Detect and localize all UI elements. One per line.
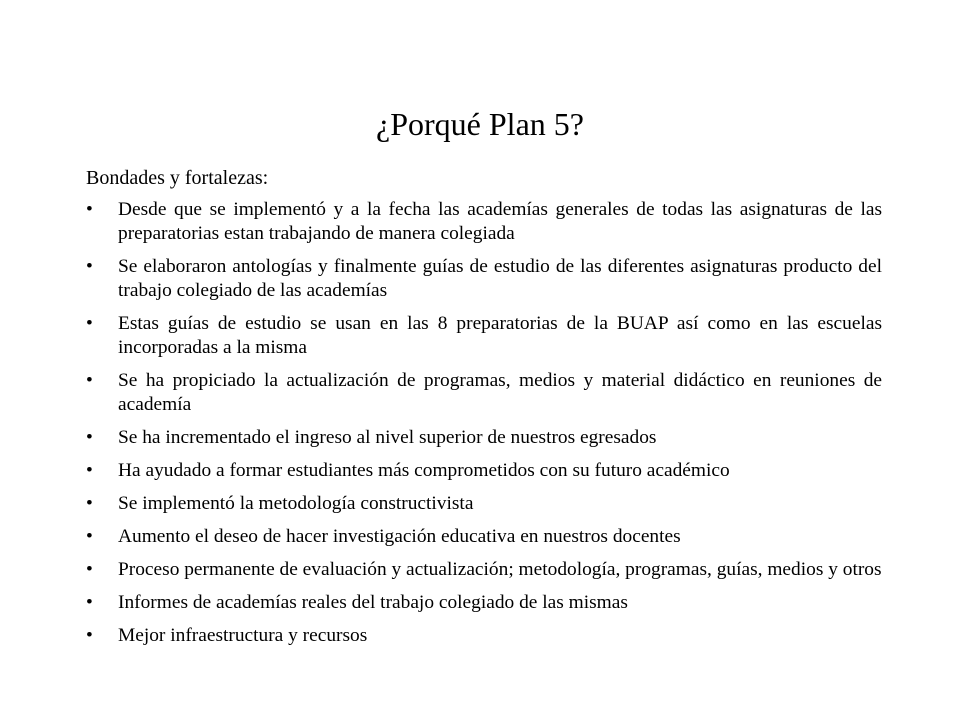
bullet-dot: • [86,256,93,277]
bullet-item [86,591,882,615]
bullet-dot: • [86,370,93,391]
bullet-dot: • [86,199,93,220]
bullet-text: Se elaboraron antologías y finalmente guías de estudio de las diferentes asignaturas producto del trabajo colegiado de las academías [118,256,882,301]
bullet-dot: • [86,526,93,547]
bullet-item [86,558,882,582]
bullet-text: Ha ayudado a formar estudiantes más comprometidos con su futuro académico [118,460,730,481]
bullet-text: Mejor infraestructura y recursos [118,625,368,646]
bullet-text: Desde que se implementó y a la fecha las academías generales de todas las asignaturas de las preparatorias estan trabajando de manera colegiada [118,199,882,244]
bullet-dot: • [86,460,93,481]
bullet-dot: • [86,493,93,514]
bullet-text: Estas guías de estudio se usan en las 8 preparatorias de la BUAP así como en las escuelas incorporadas a la misma [118,313,882,358]
bullet-item [86,255,882,303]
bullet-item [86,525,882,549]
slide-intro: Bondades y fortalezas: [86,167,269,189]
bullet-text: Informes de academías reales del trabajo colegiado de las mismas [118,592,628,613]
bullet-dot: • [86,313,93,334]
bullet-dot: • [86,625,93,646]
bullet-text: Se ha incrementado el ingreso al nivel superior de nuestros egresados [118,427,657,448]
bullet-item [86,312,882,360]
bullet-item [86,459,882,483]
bullet-text: Proceso permanente de evaluación y actualización; metodología, programas, guías, medios y otros [118,559,882,580]
bullet-text: Se ha propiciado la actualización de programas, medios y material didáctico en reuniones de academía [118,370,882,415]
bullet-item [86,426,882,450]
bullet-text: Se implementó la metodología constructivista [118,493,474,514]
bullet-dot: • [86,592,93,613]
bullet-text: Aumento el deseo de hacer investigación educativa en nuestros docentes [118,526,681,547]
bullet-dot: • [86,559,93,580]
bullet-list [86,198,882,657]
slide-title: ¿Porqué Plan 5? [376,106,584,142]
bullet-item [86,492,882,516]
bullet-item [86,624,882,648]
bullet-dot: • [86,427,93,448]
bullet-item [86,198,882,246]
bullet-item [86,369,882,417]
